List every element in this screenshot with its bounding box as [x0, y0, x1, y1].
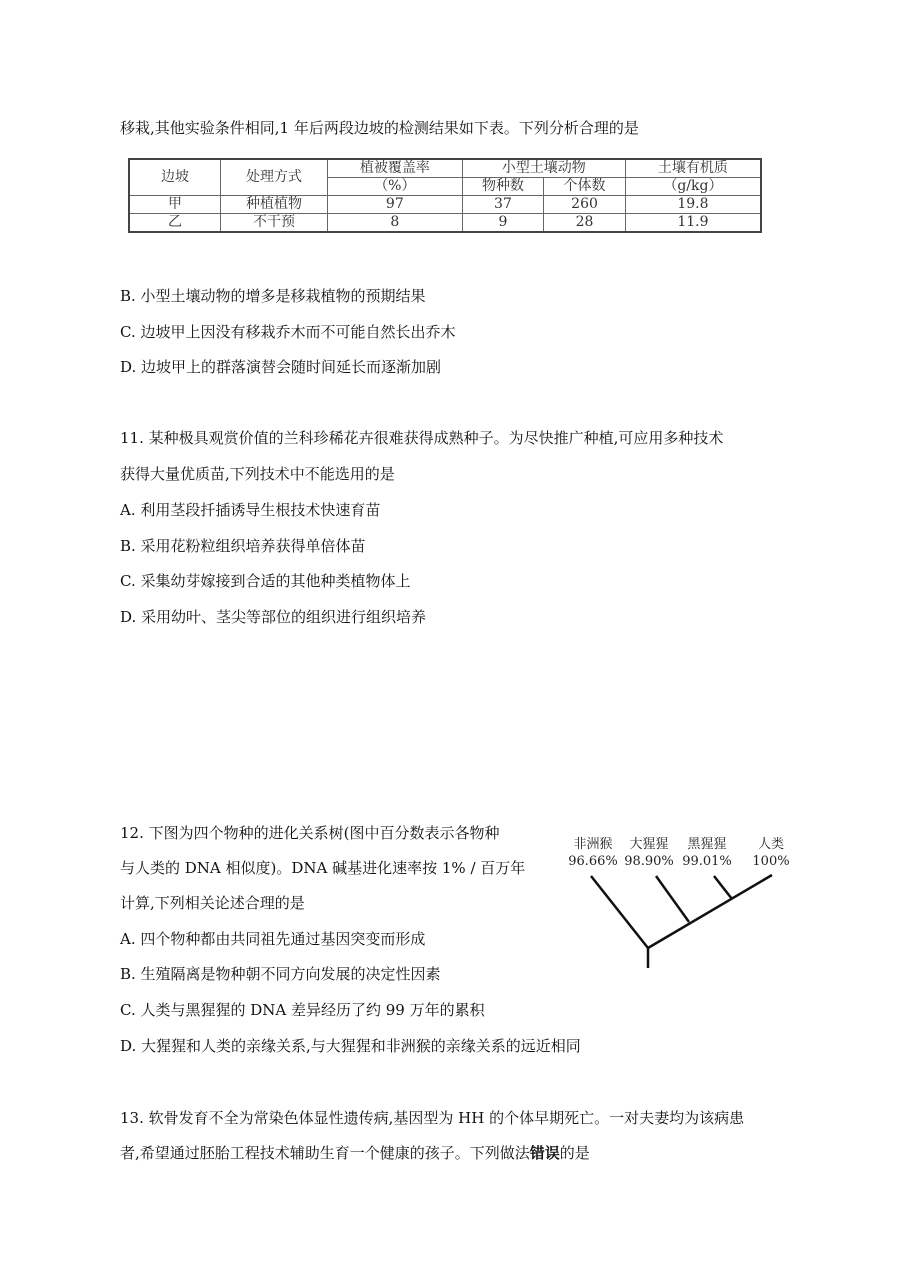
- q11-option-d: D. 采用幼叶、茎尖等部位的组织进行组织培养: [120, 608, 427, 626]
- cell: 19.8: [625, 196, 761, 214]
- cell: 甲: [129, 196, 221, 214]
- table-row: [129, 196, 761, 214]
- cell: 37: [462, 196, 544, 214]
- cell: 260: [544, 196, 626, 214]
- q13-line2: 者,希望通过胚胎工程技术辅助生育一个健康的孩子。下列做法错误的是: [120, 1144, 590, 1162]
- tree-label-monkey: 非洲猴 96.66%: [568, 837, 618, 869]
- table-row: [129, 214, 761, 233]
- q10-option-c: C. 边坡甲上因没有移栽乔木而不可能自然长出乔木: [120, 323, 456, 341]
- cell: 11.9: [625, 214, 761, 233]
- cell: 乙: [129, 214, 221, 233]
- q12-option-c: C. 人类与黑猩猩的 DNA 差异经历了约 99 万年的累积: [120, 1001, 485, 1019]
- cell: 8: [328, 214, 463, 233]
- q10-option-b: B. 小型土壤动物的增多是移栽植物的预期结果: [120, 287, 426, 305]
- th-species: 物种数: [462, 178, 544, 196]
- th-method: 处理方式: [221, 159, 328, 196]
- q11-option-a: A. 利用茎段扦插诱导生根技术快速育苗: [120, 501, 381, 519]
- cell: 97: [328, 196, 463, 214]
- tree-label-chimp: 黑猩猩 99.01%: [682, 837, 732, 869]
- emphasis-wrong: 错误: [529, 1144, 560, 1162]
- cell: 种植植物: [221, 196, 328, 214]
- q12-option-b: B. 生殖隔离是物种朝不同方向发展的决定性因素: [120, 965, 441, 983]
- cell: 不干预: [221, 214, 328, 233]
- q12-line3: 计算,下列相关论述合理的是: [120, 894, 305, 912]
- cell: 9: [462, 214, 544, 233]
- q11-line1: 11. 某种极具观赏价值的兰科珍稀花卉很难获得成熟种子。为尽快推广种植,可应用多种技术: [120, 429, 724, 447]
- th-slope: 边坡: [129, 159, 221, 196]
- q12-option-a: A. 四个物种都由共同祖先通过基因突变而形成: [120, 930, 426, 948]
- q12-line2: 与人类的 DNA 相似度)。DNA 碱基进化速率按 1% / 百万年: [120, 859, 526, 877]
- th-organic-unit: （g/kg）: [625, 178, 761, 196]
- q13-line1: 13. 软骨发育不全为常染色体显性遗传病,基因型为 HH 的个体早期死亡。一对夫妻均为该病患: [120, 1109, 745, 1127]
- slope-table: [128, 158, 762, 233]
- tree-label-human: 人类 100%: [752, 837, 790, 869]
- cell: 28: [544, 214, 626, 233]
- q12-option-d: D. 大猩猩和人类的亲缘关系,与大猩猩和非洲猴的亲缘关系的远近相同: [120, 1037, 581, 1055]
- q11-option-b: B. 采用花粉粒组织培养获得单倍体苗: [120, 537, 366, 555]
- branch-monkey: [591, 876, 648, 948]
- th-cover-unit: （%）: [328, 178, 463, 196]
- evolution-tree: [550, 810, 800, 980]
- q10-intro: 移栽,其他实验条件相同,1 年后两段边坡的检测结果如下表。下列分析合理的是: [120, 119, 639, 137]
- q12-line1: 12. 下图为四个物种的进化关系树(图中百分数表示各物种: [120, 824, 500, 842]
- th-cover: 植被覆盖率: [328, 159, 463, 178]
- tree-label-gorilla: 大猩猩 98.90%: [624, 837, 674, 869]
- q10-option-d: D. 边坡甲上的群落演替会随时间延长而逐渐加剧: [120, 358, 442, 376]
- branch-main: [648, 875, 772, 948]
- q11-line2: 获得大量优质苗,下列技术中不能选用的是: [120, 465, 395, 483]
- th-count: 个体数: [544, 178, 626, 196]
- th-animals: 小型土壤动物: [462, 159, 625, 178]
- q11-option-c: C. 采集幼芽嫁接到合适的其他种类植物体上: [120, 572, 411, 590]
- th-organic: 土壤有机质: [625, 159, 761, 178]
- branch-gorilla: [656, 876, 689, 922]
- branch-chimp: [714, 876, 732, 899]
